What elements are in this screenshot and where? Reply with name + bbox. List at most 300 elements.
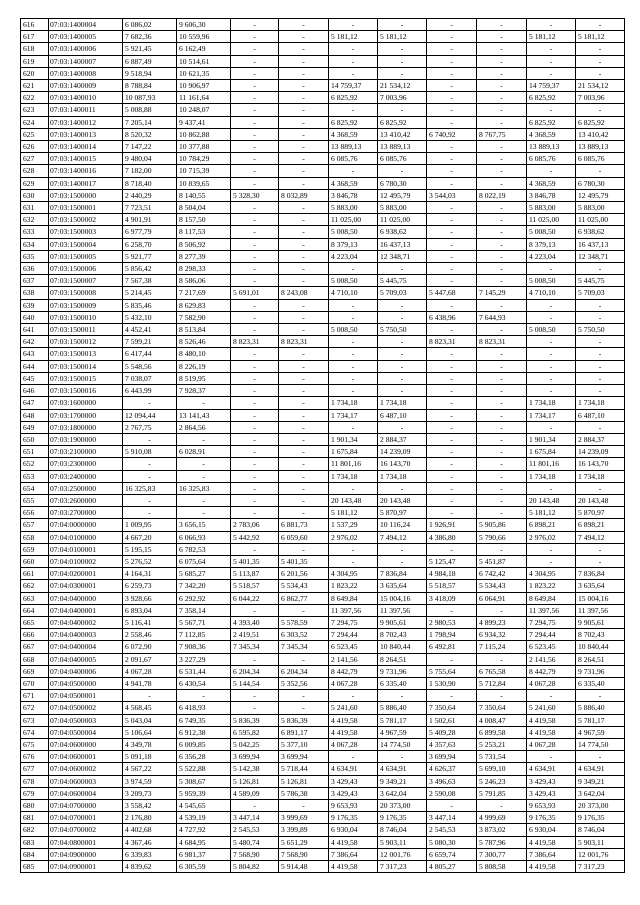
value-cell: - [427, 458, 477, 470]
value-cell: - [427, 177, 477, 189]
value-cell: 7 494,12 [576, 531, 625, 543]
table-row [21, 287, 625, 299]
value-cell: 5 432,10 [123, 311, 177, 323]
value-cell: - [527, 67, 576, 79]
table-row [21, 31, 625, 43]
table-body [21, 19, 625, 873]
value-cell: 5 442,92 [231, 531, 279, 543]
value-cell: 7 317,23 [378, 861, 427, 873]
value-cell: 6 492,81 [427, 641, 477, 653]
value-cell: - [427, 348, 477, 360]
value-cell: 14 239,09 [576, 446, 625, 458]
value-cell: - [329, 385, 378, 397]
code-cell: 07:03:2600000 [49, 494, 123, 506]
value-cell: 12 348,71 [576, 250, 625, 262]
value-cell: 1 901,34 [527, 433, 576, 445]
value-cell: - [427, 165, 477, 177]
table-row [21, 299, 625, 311]
value-cell: 6 930,04 [329, 824, 378, 836]
value-cell: 5 750,50 [576, 324, 625, 336]
value-cell: 8 379,13 [527, 238, 576, 250]
value-cell: 6 881,73 [279, 519, 329, 531]
value-cell: 1 823,22 [329, 580, 378, 592]
value-cell: 4 999,69 [477, 812, 527, 824]
value-cell: - [279, 397, 329, 409]
value-cell: 4 967,59 [576, 726, 625, 738]
value-cell: - [576, 165, 625, 177]
value-cell: 4 223,04 [527, 250, 576, 262]
value-cell: - [329, 372, 378, 384]
value-cell: - [477, 446, 527, 458]
value-cell: 6 028,91 [177, 446, 231, 458]
table-row [21, 800, 625, 812]
code-cell: 07:04:0600001 [49, 751, 123, 763]
value-cell: 6 780,30 [378, 177, 427, 189]
value-cell: 11 801,16 [329, 458, 378, 470]
value-cell: 7 723,51 [123, 202, 177, 214]
table-row [21, 677, 625, 689]
table-row [21, 787, 625, 799]
value-cell: 5 718,44 [279, 763, 329, 775]
value-cell: - [279, 324, 329, 336]
value-cell: 2 545,53 [231, 824, 279, 836]
value-cell: 6 825,92 [378, 116, 427, 128]
value-cell: 4 710,10 [527, 287, 576, 299]
table-row [21, 214, 625, 226]
row-number-cell: 655 [21, 494, 49, 506]
value-cell: 6 825,92 [329, 116, 378, 128]
value-cell: 8 264,51 [576, 653, 625, 665]
table-row [21, 55, 625, 67]
code-cell: 07:04:0200001 [49, 568, 123, 580]
value-cell: 7 038,07 [123, 372, 177, 384]
value-cell: 16 325,83 [123, 482, 177, 494]
value-cell: 1 675,84 [329, 446, 378, 458]
value-cell: 9 653,93 [527, 800, 576, 812]
value-cell: 7 682,36 [123, 31, 177, 43]
code-cell: 07:03:1700000 [49, 409, 123, 421]
value-cell: - [378, 482, 427, 494]
row-number-cell: 620 [21, 67, 49, 79]
value-cell: 6 204,34 [279, 665, 329, 677]
value-cell: 8 157,50 [177, 214, 231, 226]
value-cell: 3 642,04 [576, 787, 625, 799]
value-cell: 16 437,13 [378, 238, 427, 250]
code-cell: 07:03:1500003 [49, 226, 123, 238]
table-row [21, 128, 625, 140]
value-cell: - [477, 543, 527, 555]
value-cell: - [477, 372, 527, 384]
row-number-cell: 684 [21, 848, 49, 860]
value-cell: 5 377,10 [279, 738, 329, 750]
value-cell: 6 356,28 [177, 751, 231, 763]
value-cell: - [477, 385, 527, 397]
row-number-cell: 640 [21, 311, 49, 323]
value-cell: - [527, 336, 576, 348]
value-cell: 21 534,12 [576, 80, 625, 92]
table-row [21, 336, 625, 348]
value-cell: 3 642,04 [378, 787, 427, 799]
value-cell: - [279, 653, 329, 665]
value-cell: 10 906,97 [177, 80, 231, 92]
value-cell: - [527, 751, 576, 763]
value-cell: - [527, 19, 576, 31]
value-cell: - [576, 19, 625, 31]
value-cell: 6 417,44 [123, 348, 177, 360]
value-cell: 5 903,11 [378, 836, 427, 848]
code-cell: 07:04:0600003 [49, 775, 123, 787]
value-cell: 6 086,02 [123, 19, 177, 31]
table-row [21, 824, 625, 836]
value-cell: 7 115,24 [477, 641, 527, 653]
value-cell: - [527, 43, 576, 55]
table-row [21, 861, 625, 873]
value-cell: 14 774,50 [378, 738, 427, 750]
value-cell: 10 862,88 [177, 128, 231, 140]
value-cell: 6 072,90 [123, 641, 177, 653]
value-cell: - [378, 751, 427, 763]
value-cell: - [279, 80, 329, 92]
value-cell: 2 976,02 [329, 531, 378, 543]
value-cell: 3 656,15 [177, 519, 231, 531]
table-row [21, 275, 625, 287]
row-number-cell: 653 [21, 470, 49, 482]
value-cell: 4 684,95 [177, 836, 231, 848]
value-cell: - [527, 543, 576, 555]
value-cell: 2 419,51 [231, 629, 279, 641]
value-cell: - [378, 336, 427, 348]
value-cell: 5 921,45 [123, 43, 177, 55]
table-row [21, 738, 625, 750]
table-row [21, 433, 625, 445]
value-cell: 4 067,28 [329, 738, 378, 750]
value-cell: 4 634,91 [378, 763, 427, 775]
row-number-cell: 660 [21, 555, 49, 567]
row-number-cell: 679 [21, 787, 49, 799]
row-number-cell: 665 [21, 616, 49, 628]
value-cell: - [378, 372, 427, 384]
row-number-cell: 673 [21, 714, 49, 726]
code-cell: 07:04:0600000 [49, 738, 123, 750]
value-cell: 8 519,95 [177, 372, 231, 384]
table-row [21, 470, 625, 482]
table-row [21, 116, 625, 128]
value-cell: - [231, 226, 279, 238]
row-number-cell: 670 [21, 677, 49, 689]
value-cell: 7 568,90 [279, 848, 329, 860]
row-number-cell: 639 [21, 299, 49, 311]
code-cell: 07:04:0400004 [49, 641, 123, 653]
value-cell: - [477, 177, 527, 189]
value-cell: - [329, 311, 378, 323]
value-cell: 8 649,84 [329, 592, 378, 604]
value-cell: - [279, 543, 329, 555]
value-cell: 3 399,89 [279, 824, 329, 836]
value-cell: - [427, 153, 477, 165]
value-cell: 5 883,00 [527, 202, 576, 214]
value-cell: 4 419,58 [527, 836, 576, 848]
row-number-cell: 671 [21, 690, 49, 702]
value-cell: 6 162,49 [177, 43, 231, 55]
value-cell: - [123, 507, 177, 519]
value-cell: - [427, 507, 477, 519]
value-cell: 7 908,36 [177, 641, 231, 653]
value-cell: 6 981,37 [177, 848, 231, 860]
code-cell: 07:03:1500009 [49, 299, 123, 311]
value-cell: 6 085,76 [329, 153, 378, 165]
value-cell: - [477, 116, 527, 128]
table-row [21, 592, 625, 604]
table-row [21, 458, 625, 470]
value-cell: 7 836,84 [576, 568, 625, 580]
value-cell: - [279, 360, 329, 372]
value-cell: 3 429,43 [527, 775, 576, 787]
code-cell: 07:04:0500002 [49, 702, 123, 714]
table-row [21, 507, 625, 519]
value-cell: 5 241,60 [527, 702, 576, 714]
value-cell: 5 804,82 [231, 861, 279, 873]
value-cell: - [427, 104, 477, 116]
value-cell: - [231, 238, 279, 250]
value-cell: 9 176,35 [576, 812, 625, 824]
value-cell: - [329, 421, 378, 433]
value-cell: 6 825,92 [576, 116, 625, 128]
code-cell: 07:03:1500016 [49, 385, 123, 397]
table-row [21, 385, 625, 397]
row-number-cell: 657 [21, 519, 49, 531]
code-cell: 07:03:1400009 [49, 80, 123, 92]
value-cell: - [427, 43, 477, 55]
value-cell: 6 292,92 [177, 592, 231, 604]
value-cell: 10 248,07 [177, 104, 231, 116]
value-cell: 1 502,61 [427, 714, 477, 726]
value-cell: - [329, 555, 378, 567]
code-cell: 07:03:1500007 [49, 275, 123, 287]
code-cell: 07:04:0500003 [49, 714, 123, 726]
value-cell: 1 823,22 [527, 580, 576, 592]
code-cell: 07:03:1500013 [49, 348, 123, 360]
value-cell: - [231, 177, 279, 189]
table-row [21, 580, 625, 592]
value-cell: - [427, 324, 477, 336]
value-cell: - [279, 421, 329, 433]
value-cell: 8 702,43 [378, 629, 427, 641]
value-cell: 5 755,64 [427, 665, 477, 677]
value-cell: - [477, 31, 527, 43]
value-cell: - [279, 202, 329, 214]
value-cell: 5 781,17 [378, 714, 427, 726]
value-cell: 5 451,87 [477, 555, 527, 567]
value-cell: - [378, 43, 427, 55]
value-cell: 8 277,39 [177, 250, 231, 262]
value-cell: - [329, 263, 378, 275]
row-number-cell: 675 [21, 738, 49, 750]
value-cell: 6 740,92 [427, 128, 477, 140]
value-cell: 4 667,20 [123, 531, 177, 543]
value-cell: 4 419,58 [329, 836, 378, 848]
value-cell: - [231, 702, 279, 714]
value-cell: - [231, 141, 279, 153]
value-cell: 5 445,75 [576, 275, 625, 287]
value-cell: 4 419,58 [527, 726, 576, 738]
code-cell: 07:03:1400007 [49, 55, 123, 67]
value-cell: 1 009,95 [123, 519, 177, 531]
value-cell: 5 856,42 [123, 263, 177, 275]
value-cell: 6 523,45 [527, 641, 576, 653]
value-cell: 5 522,88 [177, 763, 231, 775]
value-cell: 6 595,82 [231, 726, 279, 738]
code-cell: 07:04:0400002 [49, 616, 123, 628]
value-cell: 4 539,19 [177, 812, 231, 824]
value-cell: - [576, 348, 625, 360]
value-cell: 4 727,92 [177, 824, 231, 836]
value-cell: 5 921,77 [123, 250, 177, 262]
value-cell: 3 209,73 [123, 787, 177, 799]
code-cell: 07:03:2400000 [49, 470, 123, 482]
value-cell: 5 685,27 [177, 568, 231, 580]
value-cell: 9 518,94 [123, 67, 177, 79]
value-cell: - [477, 141, 527, 153]
code-cell: 07:03:2700000 [49, 507, 123, 519]
value-cell: - [427, 92, 477, 104]
value-cell: 11 025,00 [329, 214, 378, 226]
code-cell: 07:03:1500000 [49, 189, 123, 201]
value-cell: 5 008,88 [123, 104, 177, 116]
value-cell: 8 629,83 [177, 299, 231, 311]
code-cell: 07:03:1500005 [49, 250, 123, 262]
value-cell: - [279, 104, 329, 116]
value-cell: 4 568,45 [123, 702, 177, 714]
table-row [21, 543, 625, 555]
value-cell: 8 823,31 [279, 336, 329, 348]
table-row [21, 226, 625, 238]
row-number-cell: 664 [21, 604, 49, 616]
code-cell: 07:03:1400006 [49, 43, 123, 55]
code-cell: 07:04:0900000 [49, 848, 123, 860]
row-number-cell: 635 [21, 250, 49, 262]
value-cell: 5 008,50 [527, 226, 576, 238]
value-cell: 6 765,58 [477, 665, 527, 677]
code-cell: 07:04:0400003 [49, 629, 123, 641]
value-cell: - [477, 348, 527, 360]
value-cell: 7 568,90 [231, 848, 279, 860]
value-cell: - [279, 141, 329, 153]
value-cell: - [279, 153, 329, 165]
value-cell: 6 899,58 [477, 726, 527, 738]
value-cell: 4 349,78 [123, 738, 177, 750]
value-cell: - [427, 141, 477, 153]
value-cell: - [477, 238, 527, 250]
value-cell: - [231, 31, 279, 43]
table-row [21, 848, 625, 860]
value-cell: 14 239,09 [378, 446, 427, 458]
value-cell: - [231, 482, 279, 494]
value-cell: 11 025,00 [576, 214, 625, 226]
value-cell: - [477, 43, 527, 55]
value-cell: - [329, 43, 378, 55]
value-cell: 6 085,76 [527, 153, 576, 165]
row-number-cell: 682 [21, 824, 49, 836]
value-cell: - [231, 153, 279, 165]
value-cell: - [231, 446, 279, 458]
value-cell: - [279, 67, 329, 79]
value-cell: 6 044,22 [231, 592, 279, 604]
value-cell: 5 731,54 [477, 751, 527, 763]
value-cell: 15 004,16 [378, 592, 427, 604]
value-cell: 7 358,14 [177, 604, 231, 616]
value-cell: 9 176,35 [527, 812, 576, 824]
value-cell: 5 241,60 [329, 702, 378, 714]
value-cell: 5 709,03 [576, 287, 625, 299]
value-cell: 9 349,21 [378, 775, 427, 787]
value-cell: 5 447,68 [427, 287, 477, 299]
row-number-cell: 622 [21, 92, 49, 104]
value-cell: 6 780,30 [576, 177, 625, 189]
value-cell: - [576, 555, 625, 567]
value-cell: 5 790,66 [477, 531, 527, 543]
table-row [21, 67, 625, 79]
code-cell: 07:03:2300000 [49, 458, 123, 470]
value-cell: 10 621,35 [177, 67, 231, 79]
value-cell: 5 548,56 [123, 360, 177, 372]
value-cell: 6 335,40 [576, 677, 625, 689]
value-cell: 5 835,46 [123, 299, 177, 311]
value-cell: 10 715,39 [177, 165, 231, 177]
value-cell: - [576, 311, 625, 323]
value-cell: - [576, 104, 625, 116]
code-cell: 07:04:0400000 [49, 592, 123, 604]
value-cell: 4 067,28 [329, 677, 378, 689]
value-cell: - [231, 92, 279, 104]
value-cell: 2 091,67 [123, 653, 177, 665]
value-cell: 5 091,18 [123, 751, 177, 763]
value-cell: 4 634,91 [527, 763, 576, 775]
value-cell: 5 910,08 [123, 446, 177, 458]
value-cell: 13 889,13 [527, 141, 576, 153]
value-cell: - [231, 55, 279, 67]
value-cell: 7 386,64 [329, 848, 378, 860]
value-cell: - [477, 433, 527, 445]
value-cell: 8 022,19 [477, 189, 527, 201]
value-cell: - [427, 433, 477, 445]
value-cell: - [231, 348, 279, 360]
value-cell: 5 214,45 [123, 287, 177, 299]
table-row [21, 263, 625, 275]
table-row [21, 43, 625, 55]
code-cell: 07:03:1500001 [49, 202, 123, 214]
table-row [21, 80, 625, 92]
row-number-cell: 650 [21, 433, 49, 445]
value-cell: 7 294,75 [527, 616, 576, 628]
value-cell: 5 709,03 [378, 287, 427, 299]
table-row [21, 482, 625, 494]
value-cell: 3 418,09 [427, 592, 477, 604]
value-cell: 7 147,22 [123, 141, 177, 153]
code-cell: 07:04:0700001 [49, 812, 123, 824]
value-cell: 4 967,59 [378, 726, 427, 738]
value-cell: - [123, 690, 177, 702]
value-cell: 13 889,13 [329, 141, 378, 153]
value-cell: 6 938,62 [576, 226, 625, 238]
value-cell: - [279, 299, 329, 311]
code-cell: 07:04:0100000 [49, 531, 123, 543]
value-cell: - [527, 263, 576, 275]
value-cell: - [177, 690, 231, 702]
value-cell: 5 195,15 [123, 543, 177, 555]
value-cell: - [279, 116, 329, 128]
value-cell: 5 567,71 [177, 616, 231, 628]
row-number-cell: 656 [21, 507, 49, 519]
